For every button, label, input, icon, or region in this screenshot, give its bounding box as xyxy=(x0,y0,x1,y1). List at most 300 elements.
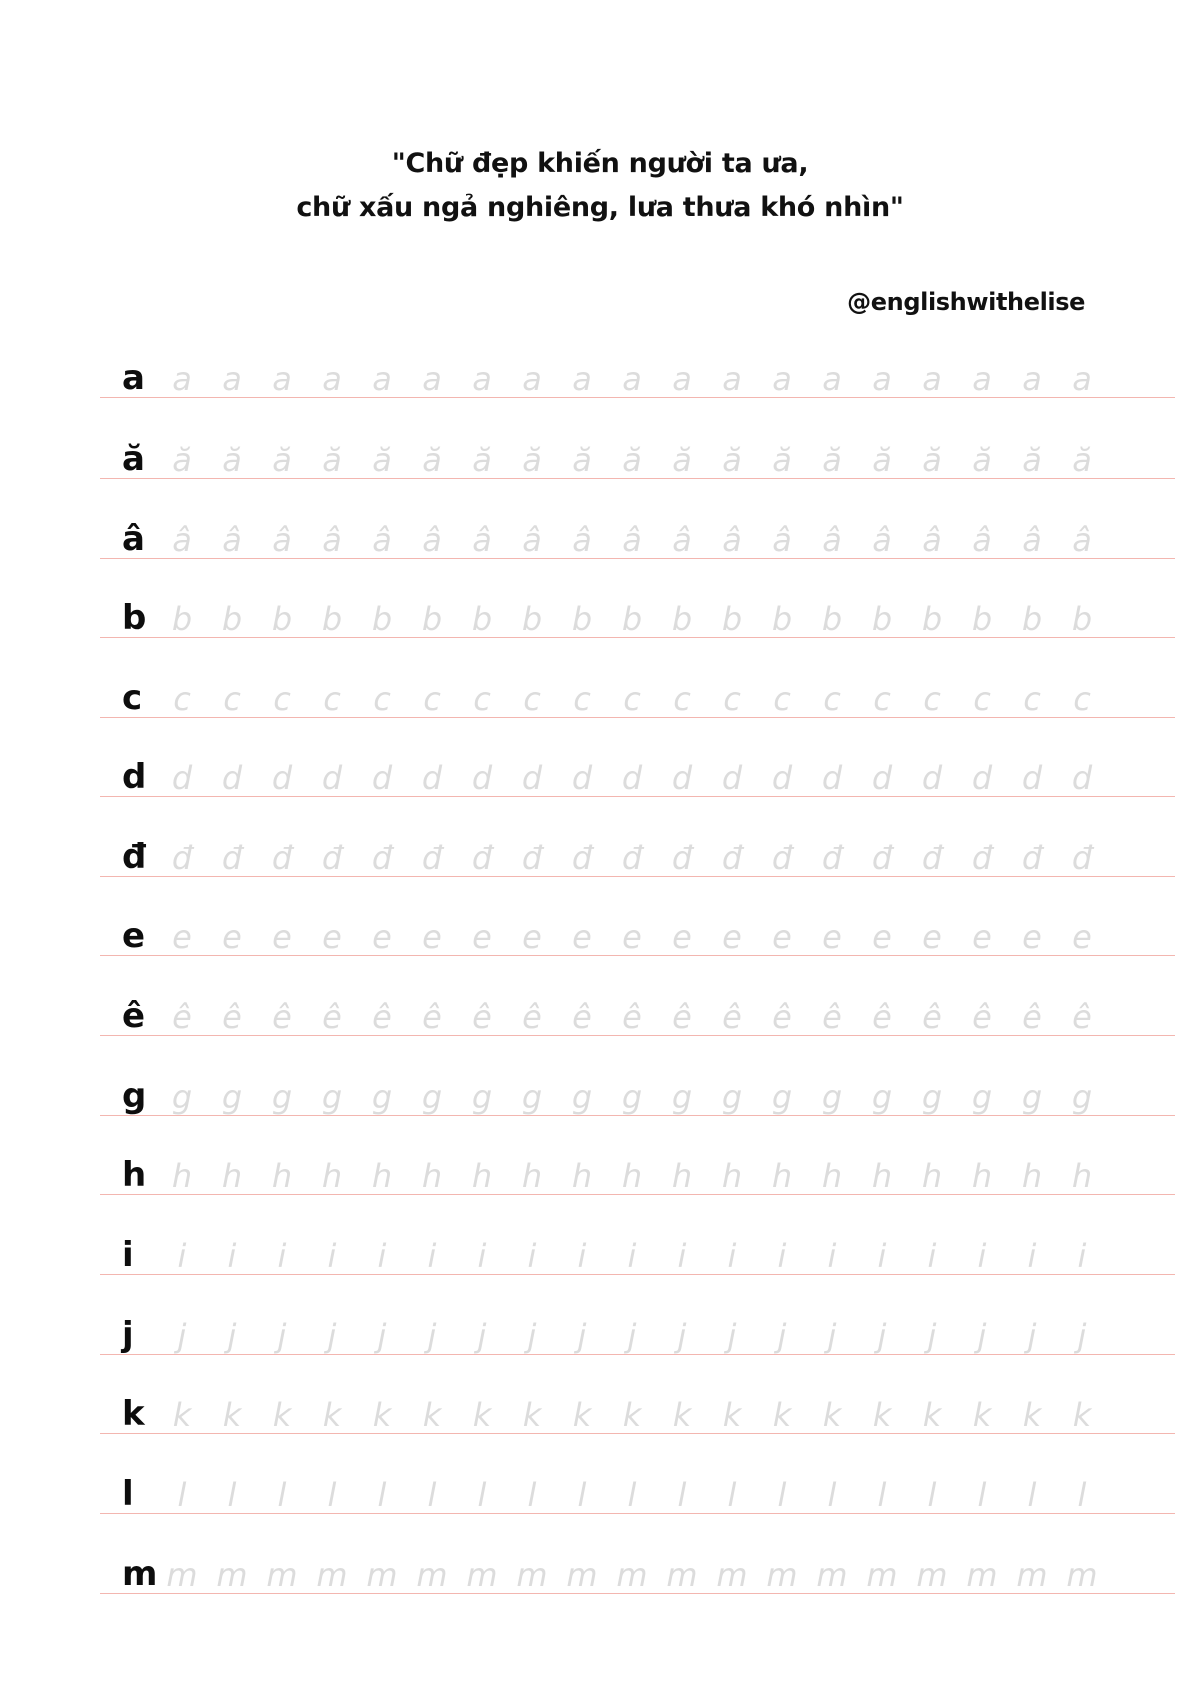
quote-line-1: "Chữ đẹp khiến người ta ưa, xyxy=(391,148,809,179)
trace-letter: đ xyxy=(421,839,443,877)
trace-letter: l xyxy=(227,1476,237,1514)
trace-letter: đ xyxy=(271,839,293,877)
trace-letter: m xyxy=(416,1556,448,1594)
trace-letter: l xyxy=(627,1476,637,1514)
trace-letter: â xyxy=(772,521,792,559)
trace-letter: i xyxy=(227,1237,237,1275)
trace-letter: g xyxy=(1021,1078,1043,1116)
trace-letter: e xyxy=(922,918,942,956)
model-letter: c xyxy=(122,678,143,718)
trace-letter: h xyxy=(821,1157,843,1195)
trace-letter: h xyxy=(671,1157,693,1195)
trace-letter: l xyxy=(327,1476,337,1514)
trace-letter: k xyxy=(522,1396,542,1434)
trace-letter: đ xyxy=(621,839,643,877)
trace-letter: j xyxy=(177,1317,187,1355)
trace-letter: ê xyxy=(222,998,242,1036)
trace-letter: e xyxy=(322,918,342,956)
trace-letter: j xyxy=(977,1317,987,1355)
model-letter: l xyxy=(122,1474,134,1514)
trace-letter: j xyxy=(427,1317,437,1355)
trace-letter: m xyxy=(216,1556,248,1594)
trace-letter: đ xyxy=(321,839,343,877)
trace-letter: j xyxy=(877,1317,887,1355)
trace-letter: g xyxy=(921,1078,943,1116)
model-letter: i xyxy=(122,1235,134,1275)
trace-letter: c xyxy=(773,680,791,718)
trace-letter: đ xyxy=(971,839,993,877)
trace-letter: e xyxy=(522,918,542,956)
trace-letter: m xyxy=(716,1556,748,1594)
trace-letter: h xyxy=(771,1157,793,1195)
trace-letter: c xyxy=(673,680,691,718)
model-letter: e xyxy=(122,916,146,956)
trace-letter: e xyxy=(772,918,792,956)
trace-letter: l xyxy=(577,1476,587,1514)
trace-letter: k xyxy=(972,1396,992,1434)
trace-letter: i xyxy=(827,1237,837,1275)
trace-letter: g xyxy=(271,1078,293,1116)
trace-letter: k xyxy=(1022,1396,1042,1434)
trace-letter: b xyxy=(721,600,743,638)
trace-letter: h xyxy=(521,1157,543,1195)
trace-letter: ă xyxy=(822,441,842,479)
trace-letter: h xyxy=(721,1157,743,1195)
trace-letter: d xyxy=(471,759,493,797)
trace-letter: j xyxy=(327,1317,337,1355)
trace-letter: b xyxy=(921,600,943,638)
trace-letter: a xyxy=(822,360,842,398)
trace-letter: b xyxy=(771,600,793,638)
trace-letter: h xyxy=(921,1157,943,1195)
trace-letter: ê xyxy=(972,998,992,1036)
trace-letter: â xyxy=(622,521,642,559)
trace-letter: d xyxy=(921,759,943,797)
trace-letter: ê xyxy=(922,998,942,1036)
trace-letter: ă xyxy=(972,441,992,479)
trace-letter: m xyxy=(166,1556,198,1594)
trace-letter: b xyxy=(871,600,893,638)
trace-letter: b xyxy=(971,600,993,638)
trace-letter: k xyxy=(1072,1396,1092,1434)
model-letter: g xyxy=(122,1076,147,1116)
trace-letter: g xyxy=(321,1078,343,1116)
trace-letter: j xyxy=(227,1317,237,1355)
trace-letter: đ xyxy=(171,839,193,877)
trace-letter: b xyxy=(171,600,193,638)
trace-letter: c xyxy=(1073,680,1091,718)
model-letter: k xyxy=(122,1394,145,1434)
trace-letter: j xyxy=(827,1317,837,1355)
trace-letter: g xyxy=(521,1078,543,1116)
trace-letter: l xyxy=(727,1476,737,1514)
trace-letter: i xyxy=(277,1237,287,1275)
quote-line-2: chữ xấu ngả nghiêng, lưa thưa khó nhìn" xyxy=(296,192,904,223)
trace-letter: b xyxy=(571,600,593,638)
trace-letter: b xyxy=(1021,600,1043,638)
trace-letter: ê xyxy=(272,998,292,1036)
trace-letter: g xyxy=(771,1078,793,1116)
trace-letter: i xyxy=(777,1237,787,1275)
trace-letter: h xyxy=(621,1157,643,1195)
trace-letter: d xyxy=(221,759,243,797)
trace-letter: đ xyxy=(1021,839,1043,877)
trace-letter: ê xyxy=(1022,998,1042,1036)
trace-letter: c xyxy=(973,680,991,718)
trace-letter: e xyxy=(622,918,642,956)
trace-letter: d xyxy=(1021,759,1043,797)
trace-letter: đ xyxy=(821,839,843,877)
trace-letter: m xyxy=(466,1556,498,1594)
trace-letter: ă xyxy=(172,441,192,479)
trace-letter: m xyxy=(266,1556,298,1594)
trace-letter: ă xyxy=(422,441,442,479)
author-handle: @englishwithelise xyxy=(847,288,1085,316)
trace-letter: e xyxy=(572,918,592,956)
trace-letter: h xyxy=(971,1157,993,1195)
trace-letter: i xyxy=(477,1237,487,1275)
trace-letter: k xyxy=(422,1396,442,1434)
trace-letter: i xyxy=(727,1237,737,1275)
trace-letter: â xyxy=(272,521,292,559)
trace-letter: b xyxy=(1071,600,1093,638)
trace-letter: i xyxy=(327,1237,337,1275)
trace-letter: ê xyxy=(422,998,442,1036)
trace-letter: a xyxy=(522,360,542,398)
trace-letter: ê xyxy=(822,998,842,1036)
trace-letter: ê xyxy=(522,998,542,1036)
trace-letter: m xyxy=(1066,1556,1098,1594)
trace-letter: m xyxy=(916,1556,948,1594)
trace-letter: ê xyxy=(1072,998,1092,1036)
trace-letter: a xyxy=(272,360,292,398)
trace-letter: đ xyxy=(771,839,793,877)
trace-letter: g xyxy=(421,1078,443,1116)
trace-letter: d xyxy=(821,759,843,797)
trace-letter: m xyxy=(866,1556,898,1594)
trace-letter: c xyxy=(723,680,741,718)
trace-letter: d xyxy=(171,759,193,797)
trace-letter: l xyxy=(877,1476,887,1514)
trace-letter: â xyxy=(672,521,692,559)
trace-letter: l xyxy=(777,1476,787,1514)
trace-letter: c xyxy=(873,680,891,718)
trace-letter: â xyxy=(522,521,542,559)
trace-letter: l xyxy=(677,1476,687,1514)
trace-letter: a xyxy=(622,360,642,398)
trace-letter: g xyxy=(621,1078,643,1116)
model-letter: d xyxy=(122,757,147,797)
trace-letter: h xyxy=(371,1157,393,1195)
trace-letter: e xyxy=(422,918,442,956)
trace-letter: j xyxy=(477,1317,487,1355)
trace-letter: ê xyxy=(322,998,342,1036)
trace-letter: ă xyxy=(522,441,542,479)
trace-letter: ă xyxy=(272,441,292,479)
trace-letter: e xyxy=(672,918,692,956)
trace-letter: b xyxy=(521,600,543,638)
trace-letter: â xyxy=(822,521,842,559)
trace-letter: d xyxy=(971,759,993,797)
model-letter: a xyxy=(122,358,145,398)
trace-letter: i xyxy=(427,1237,437,1275)
trace-letter: m xyxy=(316,1556,348,1594)
trace-letter: a xyxy=(672,360,692,398)
trace-letter: đ xyxy=(221,839,243,877)
trace-letter: b xyxy=(371,600,393,638)
trace-letter: ă xyxy=(572,441,592,479)
model-letter: m xyxy=(122,1554,158,1594)
trace-letter: c xyxy=(573,680,591,718)
trace-letter: h xyxy=(471,1157,493,1195)
trace-letter: d xyxy=(1071,759,1093,797)
trace-letter: h xyxy=(1071,1157,1093,1195)
trace-letter: m xyxy=(516,1556,548,1594)
trace-letter: k xyxy=(272,1396,292,1434)
trace-letter: â xyxy=(572,521,592,559)
trace-letter: g xyxy=(1071,1078,1093,1116)
trace-letter: h xyxy=(1021,1157,1043,1195)
trace-letter: i xyxy=(677,1237,687,1275)
trace-letter: i xyxy=(577,1237,587,1275)
trace-letter: c xyxy=(823,680,841,718)
trace-letter: c xyxy=(1023,680,1041,718)
trace-letter: h xyxy=(321,1157,343,1195)
trace-letter: c xyxy=(473,680,491,718)
trace-letter: b xyxy=(321,600,343,638)
trace-letter: l xyxy=(827,1476,837,1514)
trace-letter: g xyxy=(221,1078,243,1116)
trace-letter: k xyxy=(372,1396,392,1434)
trace-letter: b xyxy=(671,600,693,638)
trace-letter: d xyxy=(621,759,643,797)
trace-letter: j xyxy=(527,1317,537,1355)
trace-letter: g xyxy=(721,1078,743,1116)
trace-letter: h xyxy=(871,1157,893,1195)
trace-letter: ă xyxy=(372,441,392,479)
trace-letter: ê xyxy=(722,998,742,1036)
trace-letter: â xyxy=(372,521,392,559)
trace-letter: l xyxy=(527,1476,537,1514)
trace-letter: c xyxy=(523,680,541,718)
trace-letter: l xyxy=(427,1476,437,1514)
trace-letter: i xyxy=(627,1237,637,1275)
trace-letter: k xyxy=(472,1396,492,1434)
trace-letter: d xyxy=(521,759,543,797)
trace-letter: ê xyxy=(622,998,642,1036)
trace-letter: k xyxy=(922,1396,942,1434)
trace-letter: e xyxy=(1072,918,1092,956)
trace-letter: a xyxy=(772,360,792,398)
trace-letter: c xyxy=(373,680,391,718)
trace-letter: k xyxy=(172,1396,192,1434)
trace-letter: m xyxy=(816,1556,848,1594)
trace-letter: l xyxy=(477,1476,487,1514)
trace-letter: j xyxy=(1027,1317,1037,1355)
trace-letter: a xyxy=(372,360,392,398)
trace-letter: a xyxy=(1072,360,1092,398)
trace-letter: k xyxy=(772,1396,792,1434)
trace-letter: i xyxy=(927,1237,937,1275)
trace-letter: d xyxy=(421,759,443,797)
trace-letter: ê xyxy=(472,998,492,1036)
trace-letter: a xyxy=(422,360,442,398)
trace-letter: l xyxy=(1027,1476,1037,1514)
trace-letter: ă xyxy=(772,441,792,479)
trace-letter: i xyxy=(1027,1237,1037,1275)
trace-letter: d xyxy=(771,759,793,797)
trace-letter: c xyxy=(623,680,641,718)
trace-letter: g xyxy=(371,1078,393,1116)
trace-letter: d xyxy=(671,759,693,797)
trace-letter: â xyxy=(722,521,742,559)
trace-letter: ă xyxy=(922,441,942,479)
trace-letter: j xyxy=(677,1317,687,1355)
trace-letter: a xyxy=(472,360,492,398)
trace-letter: m xyxy=(366,1556,398,1594)
trace-letter: b xyxy=(271,600,293,638)
trace-letter: i xyxy=(1077,1237,1087,1275)
trace-letter: d xyxy=(571,759,593,797)
trace-letter: i xyxy=(377,1237,387,1275)
trace-letter: đ xyxy=(521,839,543,877)
trace-letter: l xyxy=(277,1476,287,1514)
model-letter: đ xyxy=(122,837,147,877)
trace-letter: k xyxy=(622,1396,642,1434)
trace-letter: j xyxy=(627,1317,637,1355)
trace-letter: b xyxy=(621,600,643,638)
trace-letter: i xyxy=(977,1237,987,1275)
trace-letter: j xyxy=(377,1317,387,1355)
trace-letter: đ xyxy=(721,839,743,877)
trace-letter: d xyxy=(271,759,293,797)
trace-letter: b xyxy=(471,600,493,638)
trace-letter: e xyxy=(172,918,192,956)
trace-letter: g xyxy=(671,1078,693,1116)
trace-letter: d xyxy=(871,759,893,797)
trace-letter: ă xyxy=(1022,441,1042,479)
trace-letter: e xyxy=(872,918,892,956)
model-letter: h xyxy=(122,1155,147,1195)
trace-letter: a xyxy=(722,360,742,398)
trace-letter: a xyxy=(322,360,342,398)
trace-letter: ê xyxy=(872,998,892,1036)
trace-letter: e xyxy=(1022,918,1042,956)
trace-letter: j xyxy=(727,1317,737,1355)
trace-letter: i xyxy=(877,1237,887,1275)
model-letter: j xyxy=(122,1315,134,1355)
trace-letter: ă xyxy=(1072,441,1092,479)
trace-letter: â xyxy=(1072,521,1092,559)
trace-letter: ê xyxy=(372,998,392,1036)
trace-letter: a xyxy=(572,360,592,398)
trace-letter: ê xyxy=(672,998,692,1036)
trace-letter: a xyxy=(222,360,242,398)
trace-letter: đ xyxy=(571,839,593,877)
trace-letter: k xyxy=(872,1396,892,1434)
model-letter: b xyxy=(122,598,147,638)
trace-letter: m xyxy=(966,1556,998,1594)
trace-letter: c xyxy=(223,680,241,718)
model-letter: ê xyxy=(122,996,146,1036)
trace-letter: m xyxy=(566,1556,598,1594)
trace-letter: a xyxy=(972,360,992,398)
trace-letter: c xyxy=(273,680,291,718)
trace-letter: l xyxy=(177,1476,187,1514)
trace-letter: ă xyxy=(472,441,492,479)
trace-letter: â xyxy=(922,521,942,559)
trace-letter: k xyxy=(822,1396,842,1434)
trace-letter: ă xyxy=(622,441,642,479)
trace-letter: h xyxy=(171,1157,193,1195)
trace-letter: a xyxy=(1022,360,1042,398)
trace-letter: e xyxy=(722,918,742,956)
trace-letter: ă xyxy=(872,441,892,479)
trace-letter: g xyxy=(871,1078,893,1116)
trace-letter: â xyxy=(1022,521,1042,559)
trace-letter: g xyxy=(571,1078,593,1116)
trace-letter: h xyxy=(221,1157,243,1195)
trace-letter: â xyxy=(472,521,492,559)
trace-letter: i xyxy=(177,1237,187,1275)
trace-letter: c xyxy=(173,680,191,718)
trace-letter: e xyxy=(372,918,392,956)
trace-letter: b xyxy=(821,600,843,638)
trace-letter: j xyxy=(777,1317,787,1355)
trace-letter: đ xyxy=(921,839,943,877)
trace-letter: e xyxy=(222,918,242,956)
trace-letter: đ xyxy=(671,839,693,877)
trace-letter: â xyxy=(422,521,442,559)
trace-letter: l xyxy=(927,1476,937,1514)
trace-letter: ă xyxy=(722,441,742,479)
trace-letter: đ xyxy=(1071,839,1093,877)
trace-letter: j xyxy=(1077,1317,1087,1355)
trace-letter: g xyxy=(971,1078,993,1116)
model-letter: ă xyxy=(122,439,145,479)
trace-letter: ă xyxy=(322,441,342,479)
trace-letter: â xyxy=(872,521,892,559)
trace-letter: i xyxy=(527,1237,537,1275)
trace-letter: ê xyxy=(172,998,192,1036)
trace-letter: g xyxy=(821,1078,843,1116)
trace-letter: d xyxy=(321,759,343,797)
trace-letter: e xyxy=(972,918,992,956)
trace-letter: d xyxy=(721,759,743,797)
trace-letter: c xyxy=(923,680,941,718)
trace-letter: ê xyxy=(772,998,792,1036)
trace-letter: a xyxy=(172,360,192,398)
trace-letter: â xyxy=(322,521,342,559)
trace-letter: e xyxy=(822,918,842,956)
trace-letter: â xyxy=(222,521,242,559)
trace-letter: k xyxy=(322,1396,342,1434)
trace-letter: k xyxy=(672,1396,692,1434)
trace-letter: h xyxy=(421,1157,443,1195)
trace-letter: m xyxy=(1016,1556,1048,1594)
trace-letter: c xyxy=(323,680,341,718)
trace-letter: l xyxy=(377,1476,387,1514)
trace-letter: đ xyxy=(871,839,893,877)
trace-letter: j xyxy=(277,1317,287,1355)
trace-letter: đ xyxy=(371,839,393,877)
trace-letter: m xyxy=(616,1556,648,1594)
trace-letter: e xyxy=(472,918,492,956)
trace-letter: â xyxy=(172,521,192,559)
trace-letter: ă xyxy=(672,441,692,479)
trace-letter: a xyxy=(872,360,892,398)
trace-letter: g xyxy=(471,1078,493,1116)
